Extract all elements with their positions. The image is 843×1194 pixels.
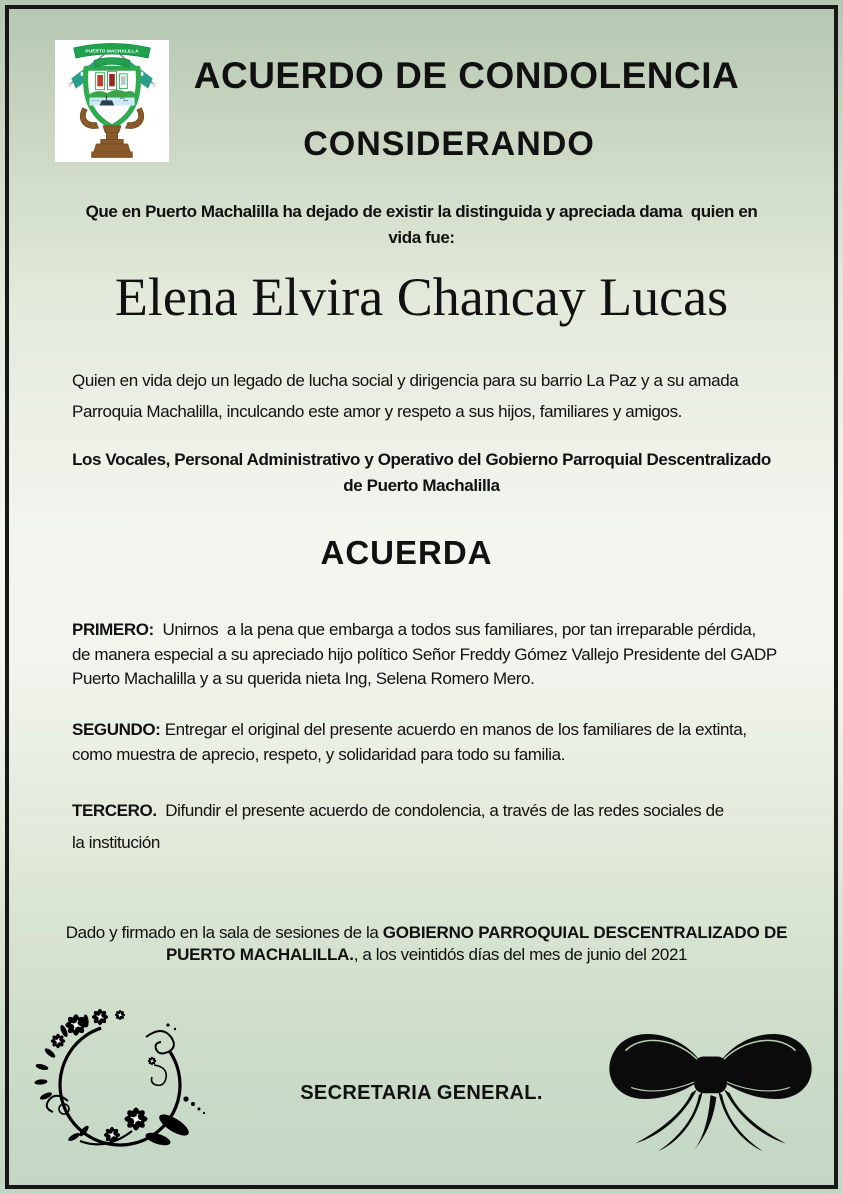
clause-primero-label: PRIMERO:: [72, 620, 154, 639]
clause-segundo-text: Entregar el original del presente acuerdo en manos de los familiares de la extinta, como muestra de aprecio, respeto, y solidaridad para todo su familia.: [72, 720, 747, 764]
considerando-heading: CONSIDERANDO: [303, 125, 595, 163]
mourning-bow-icon: [593, 1012, 828, 1157]
closing-prefix: Dado y firmado en la sala de sesiones de la: [65, 923, 383, 942]
deceased-name: Elena Elvira Chancay Lucas: [114, 267, 729, 327]
mourning-bow-ornament: [593, 1012, 828, 1157]
clause-segundo-label: SEGUNDO:: [72, 720, 161, 739]
acuerda-heading: ACUERDA: [320, 534, 493, 571]
clause-tercero-text: Difundir el presente acuerdo de condolencia, a través de las redes sociales de la institución: [72, 801, 724, 853]
clause-tercero: [72, 795, 819, 860]
document-title: ACUERDO DE CONDOLENCIA: [193, 55, 740, 96]
signature-title: SECRETARIA GENERAL.: [300, 1082, 543, 1104]
intro-paragraph: Que en Puerto Machalilla ha dejado de existir la distinguida y apreciada dama quien en vida fue:: [85, 202, 758, 248]
closing-suffix: , a los veintidós días del mes de junio del 2021: [353, 945, 688, 965]
floral-wreath-icon: [28, 1003, 213, 1153]
closing-institution: GOBIERNO PARROQUIAL DESCENTRALIZADO DE PUERTO MACHALILLA.: [165, 923, 788, 965]
crest-banner-text: PUERTO MACHALILLA: [85, 49, 139, 55]
clause-tercero-label: TERCERO.: [72, 801, 157, 820]
clause-segundo: [72, 718, 819, 767]
issuers-paragraph: Los Vocales, Personal Administrativo y Operativo del Gobierno Parroquial Descentralizado de Puerto Machalilla: [72, 450, 771, 496]
clause-primero: [72, 618, 819, 692]
clause-primero-text: Unirnos a la pena que embarga a todos sus familiares, por tan irreparable pérdida, de manera especial a su apreciado hijo político Señor Freddy Gómez Vallejo Presidente del GADP Puerto Machalilla y a su querida nieta Ing, Selena Romero Mero.: [72, 620, 777, 689]
floral-wreath-ornament: [28, 1003, 213, 1153]
legacy-paragraph: Quien en vida dejo un legado de lucha social y dirigencia para su barrio La Paz y a su amada Parroquia Machalilla, inculcando este amor y respeto a sus hijos, familiares y amigos.: [72, 371, 739, 421]
closing-paragraph: [55, 922, 798, 967]
